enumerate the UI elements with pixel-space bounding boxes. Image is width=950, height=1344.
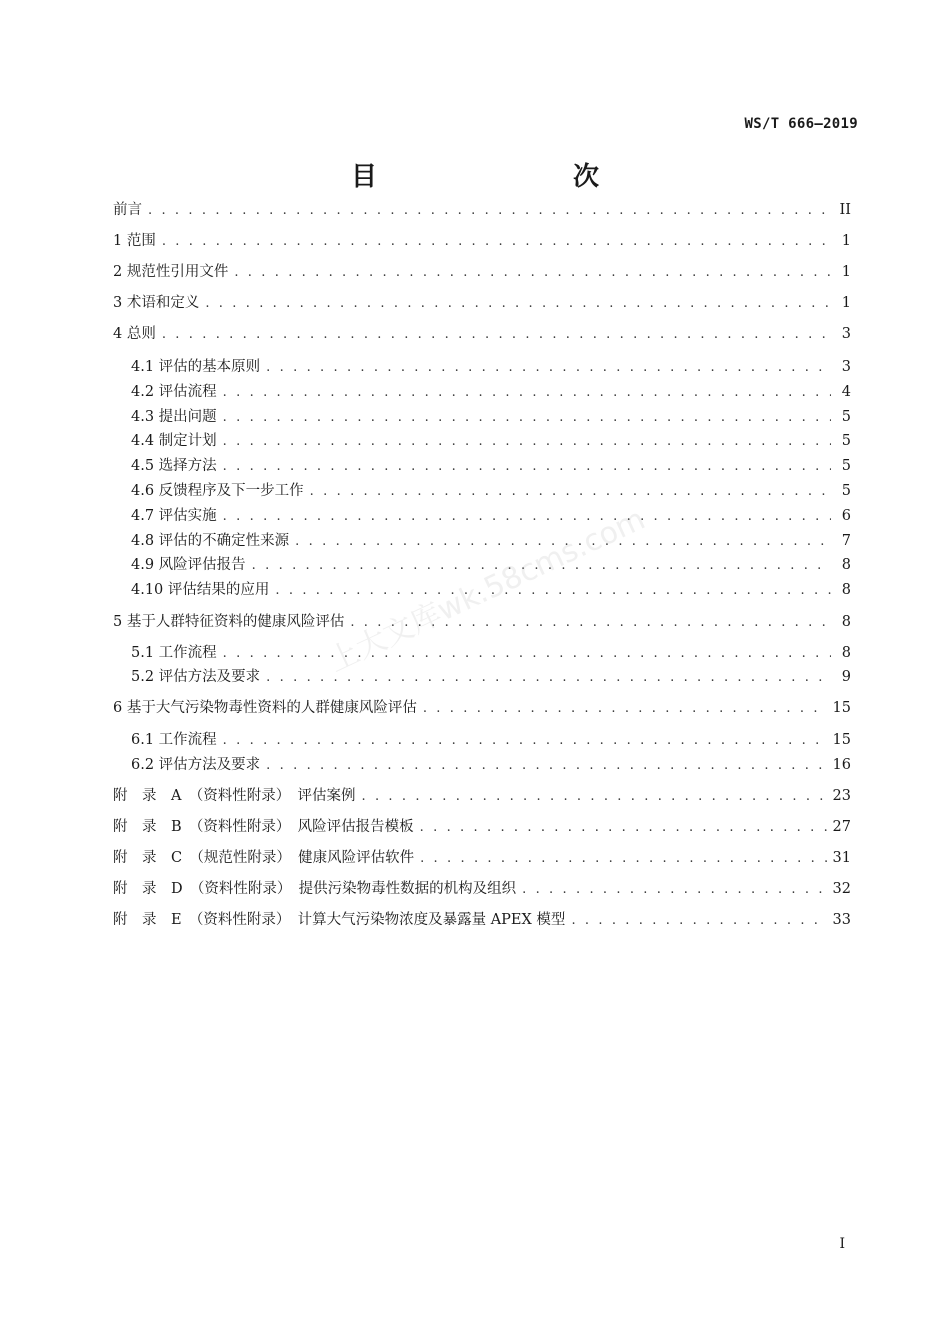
- toc-entry-page: 1: [841, 264, 851, 280]
- toc-entry[interactable]: [113, 846, 851, 870]
- toc-entry-label: 6 基于大气污染物毒性资料的人群健康风险评估: [113, 700, 417, 716]
- leader-dots: [266, 356, 831, 380]
- toc-entry-label: 4.10 评估结果的应用: [131, 582, 270, 598]
- toc-entry-page: 8: [841, 614, 851, 630]
- toc-entry-label: 4.6 反馈程序及下一步工作: [131, 483, 304, 499]
- standard-code: WS/T 666—2019: [744, 116, 858, 132]
- toc-entry[interactable]: [113, 479, 851, 503]
- toc-entry[interactable]: [113, 696, 851, 720]
- toc-entry-label: 1 范围: [113, 233, 156, 249]
- toc-entry-label: 3 术语和定义: [113, 295, 200, 311]
- leader-dots: [310, 480, 831, 504]
- toc-entry[interactable]: [113, 815, 851, 839]
- leader-dots: [252, 554, 831, 578]
- toc-entry-page: 4: [841, 384, 851, 400]
- leader-dots: [148, 199, 831, 223]
- toc-entry-page: 5: [841, 458, 851, 474]
- toc-entry-page: 3: [841, 326, 851, 342]
- toc-entry-label: 附 录 B （资料性附录） 风险评估报告模板: [113, 819, 414, 835]
- toc-entry-label: 4.3 提出问题: [131, 409, 217, 425]
- toc-entry-label: 5 基于人群特征资料的健康风险评估: [113, 614, 345, 630]
- toc-entry-page: 15: [832, 732, 851, 748]
- toc-entry-page: 7: [841, 533, 851, 549]
- toc-entry-page: 23: [832, 788, 851, 804]
- toc-entry-page: 8: [841, 645, 851, 661]
- watermark: 上大文库wk.58cms.com: [323, 501, 651, 679]
- toc-entry-label: 附 录 A （资料性附录） 评估案例: [113, 788, 356, 804]
- toc-entry[interactable]: [113, 229, 851, 253]
- leader-dots: [205, 292, 831, 316]
- toc-entry[interactable]: [113, 429, 851, 453]
- leader-dots: [162, 323, 831, 347]
- toc-entry-page: 1: [841, 295, 851, 311]
- toc-entry-page: 31: [832, 850, 851, 866]
- toc-entry-page: 5: [841, 433, 851, 449]
- toc-entry[interactable]: [113, 641, 851, 665]
- toc-entry[interactable]: [113, 553, 851, 577]
- toc-entry-label: 4.2 评估流程: [131, 384, 217, 400]
- toc-entry-label: 5.2 评估方法及要求: [131, 669, 261, 685]
- toc-entry[interactable]: [113, 322, 851, 346]
- toc-entry[interactable]: [113, 784, 851, 808]
- page-number: I: [839, 1236, 845, 1252]
- toc-entry-label: 6.1 工作流程: [131, 732, 217, 748]
- leader-dots: [571, 909, 826, 933]
- toc-entry-page: 15: [832, 700, 851, 716]
- toc-entry[interactable]: [113, 454, 851, 478]
- toc-entry-page: 5: [841, 409, 851, 425]
- leader-dots: [162, 230, 831, 254]
- leader-dots: [361, 785, 826, 809]
- leader-dots: [223, 505, 831, 529]
- toc-entry-page: 6: [841, 508, 851, 524]
- leader-dots: [266, 754, 826, 778]
- toc-entry-page: 9: [841, 669, 851, 685]
- leader-dots: [350, 611, 831, 635]
- toc-entry[interactable]: [113, 380, 851, 404]
- leader-dots: [266, 666, 831, 690]
- toc-entry-label: 4.4 制定计划: [131, 433, 217, 449]
- toc-entry[interactable]: [113, 908, 851, 932]
- leader-dots: [275, 579, 831, 603]
- toc-entry-page: 33: [832, 912, 851, 928]
- toc-entry-page: 8: [841, 557, 851, 573]
- leader-dots: [223, 406, 831, 430]
- toc-entry-page: 16: [832, 757, 851, 773]
- leader-dots: [295, 530, 831, 554]
- leader-dots: [423, 697, 827, 721]
- leader-dots: [420, 847, 826, 871]
- toc-entry-page: 1: [841, 233, 851, 249]
- toc-entry-label: 4 总则: [113, 326, 156, 342]
- toc-entry-label: 6.2 评估方法及要求: [131, 757, 261, 773]
- leader-dots: [223, 430, 831, 454]
- toc-title: 目 次: [350, 162, 647, 192]
- toc-entry-label: 4.7 评估实施: [131, 508, 217, 524]
- toc-entry[interactable]: [113, 405, 851, 429]
- toc-entry-page: II: [839, 202, 851, 218]
- toc-entry-label: 4.1 评估的基本原则: [131, 359, 261, 375]
- leader-dots: [223, 642, 831, 666]
- toc-entry[interactable]: [113, 610, 851, 634]
- toc-entry-label: 前言: [113, 202, 142, 218]
- toc-entry[interactable]: [113, 578, 851, 602]
- leader-dots: [223, 729, 827, 753]
- toc-entry-label: 4.9 风险评估报告: [131, 557, 246, 573]
- toc-entry-label: 5.1 工作流程: [131, 645, 217, 661]
- toc-entry[interactable]: [113, 260, 851, 284]
- toc-entry[interactable]: [113, 355, 851, 379]
- toc-entry-label: 附 录 D （资料性附录） 提供污染物毒性数据的机构及组织: [113, 881, 517, 897]
- toc-entry[interactable]: [113, 198, 851, 222]
- leader-dots: [522, 878, 826, 902]
- leader-dots: [223, 381, 831, 405]
- toc-entry-label: 4.8 评估的不确定性来源: [131, 533, 290, 549]
- leader-dots: [234, 261, 831, 285]
- toc-entry[interactable]: [113, 877, 851, 901]
- toc-entry[interactable]: [113, 665, 851, 689]
- toc-entry-page: 3: [841, 359, 851, 375]
- toc-entry[interactable]: [113, 529, 851, 553]
- toc-entry[interactable]: [113, 728, 851, 752]
- toc-entry-page: 32: [832, 881, 851, 897]
- toc-entry[interactable]: [113, 291, 851, 315]
- toc-entry-label: 4.5 选择方法: [131, 458, 217, 474]
- toc-entry-label: 2 规范性引用文件: [113, 264, 229, 280]
- toc-entry-page: 5: [841, 483, 851, 499]
- toc-entry[interactable]: [113, 753, 851, 777]
- leader-dots: [420, 816, 827, 840]
- toc-entry-page: 27: [832, 819, 851, 835]
- toc-entry[interactable]: [113, 504, 851, 528]
- toc-entry-label: 附 录 C （规范性附录） 健康风险评估软件: [113, 850, 415, 866]
- leader-dots: [223, 455, 831, 479]
- toc-entry-label: 附 录 E （资料性附录） 计算大气污染物浓度及暴露量 APEX 模型: [113, 912, 566, 928]
- toc-entry-page: 8: [841, 582, 851, 598]
